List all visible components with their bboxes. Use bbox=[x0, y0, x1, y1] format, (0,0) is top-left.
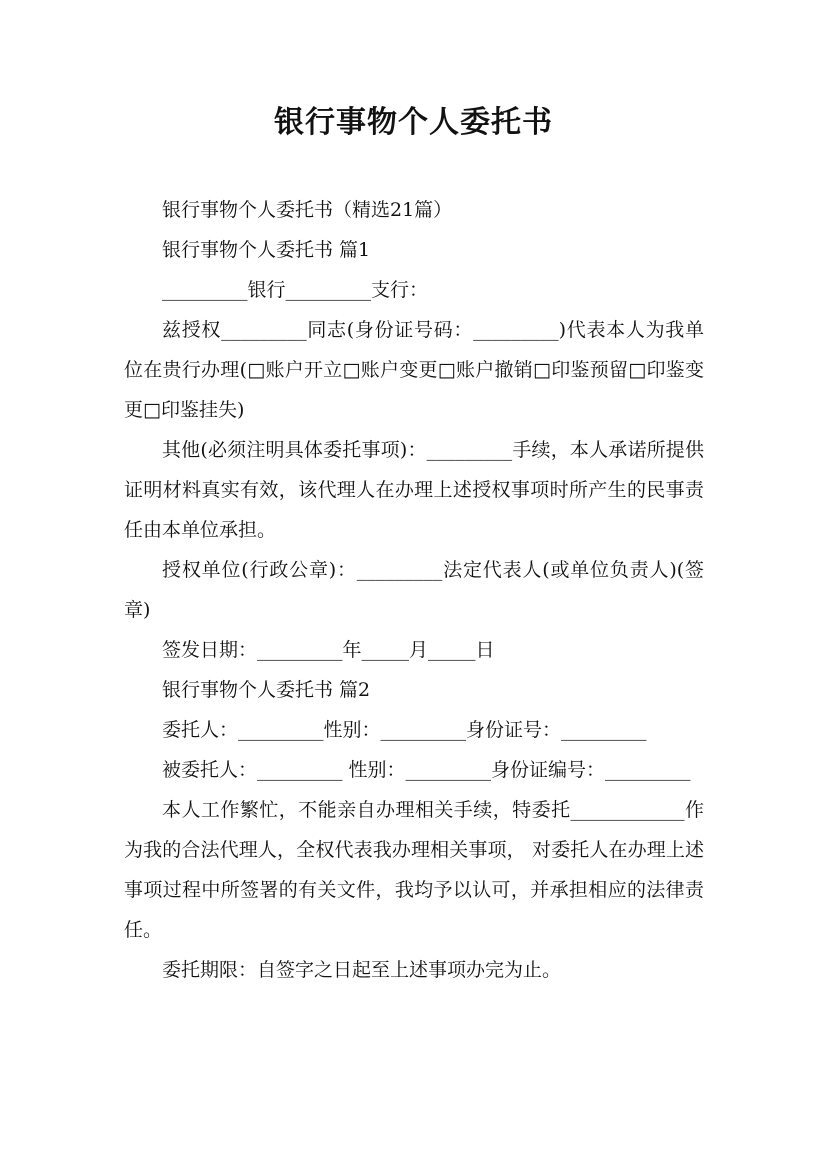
document-title: 银行事物个人委托书 bbox=[274, 105, 553, 140]
paragraph-authorization: 兹授权_________同志(身份证号码：_________)代表本人为我单位在贵行办理(□账户开立□账户变更□账户撤销□印鉴预留□印鉴变更□印鉴挂失) bbox=[124, 319, 704, 421]
paragraph-section-2-heading: 银行事物个人委托书 篇2 bbox=[162, 679, 371, 701]
paragraph-issue-date: 签发日期：_________年_____月_____日 bbox=[162, 639, 495, 661]
paragraph-other-matters: 其他(必须注明具体委托事项)：_________手续，本人承诺所提供证明材料真实有效，该代理人在办理上述授权事项时所产生的民事责任由本单位承担。 bbox=[124, 439, 704, 541]
paragraph-subtitle: 银行事物个人委托书（精选21篇） bbox=[162, 199, 453, 221]
paragraph-section-1-heading: 银行事物个人委托书 篇1 bbox=[162, 239, 371, 261]
paragraph-authorizing-unit: 授权单位(行政公章)：_________法定代表人(或单位负责人)(签章) bbox=[124, 559, 704, 621]
paragraph-agent-info: 被委托人：_________ 性别：_________身份证编号：_________ bbox=[162, 759, 691, 781]
document-body bbox=[124, 190, 704, 990]
paragraph-bank-address: _________银行_________支行： bbox=[162, 279, 429, 301]
paragraph-principal-info: 委托人：_________性别：_________身份证号：_________ bbox=[162, 719, 647, 741]
paragraph-delegation-period: 委托期限：自签字之日起至上述事项办完为止。 bbox=[162, 959, 562, 981]
paragraph-delegation-statement: 本人工作繁忙，不能亲自办理相关手续，特委托____________作为我的合法代理人，全权代表我办理相关事项， 对委托人在办理上述事项过程中所签署的有关文件，我均予以认可，并承担相应的法律责任。 bbox=[124, 799, 704, 941]
